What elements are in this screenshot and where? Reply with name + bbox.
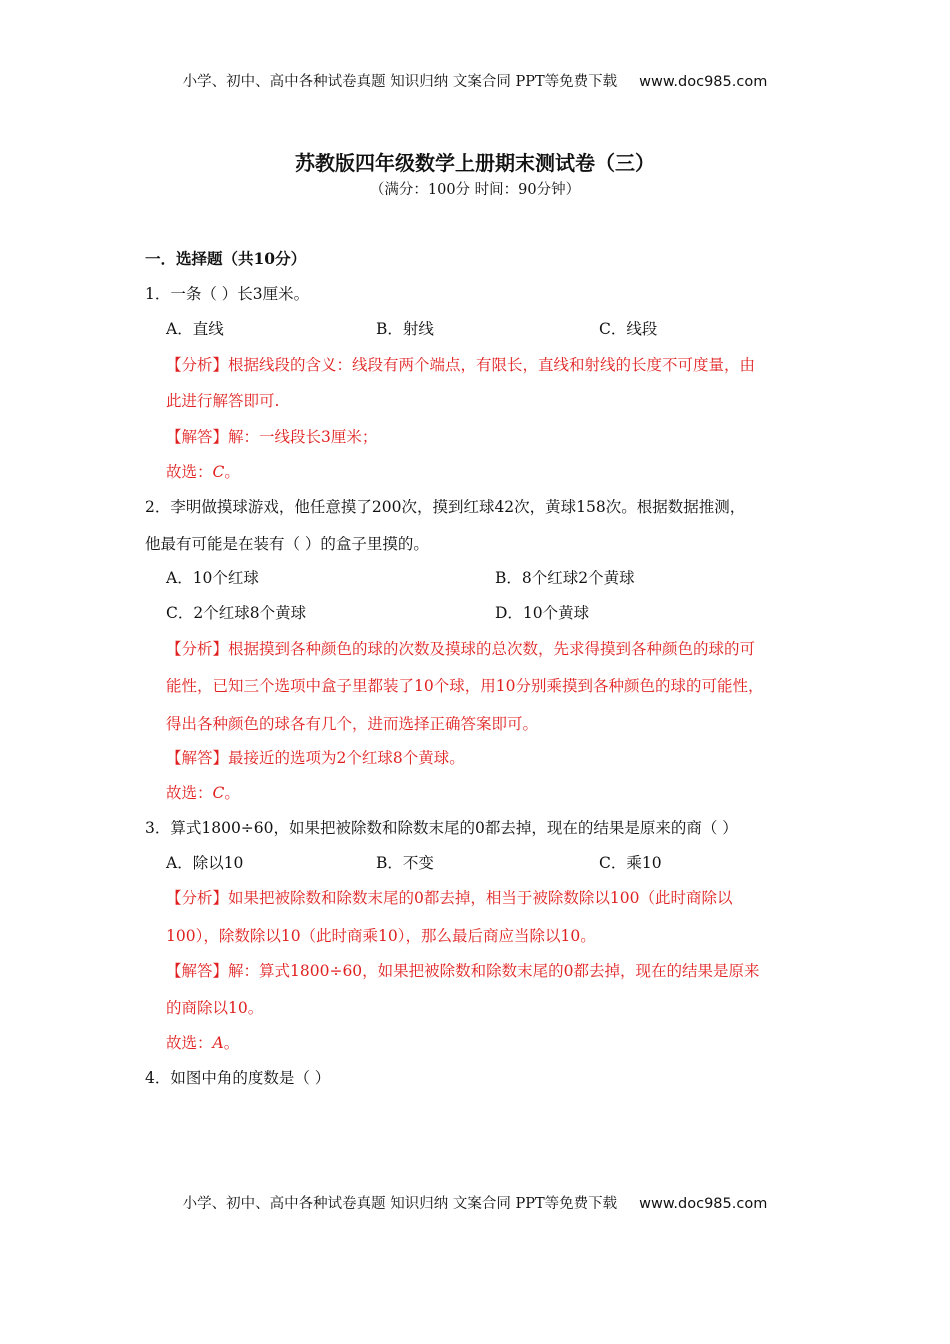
choice-prefix: 故选： — [166, 1034, 213, 1052]
choice-prefix: 故选： — [166, 463, 213, 481]
q3-analysis-cont: 100），除数除以10（此时商乘10），那么最后商应当除以10。 — [166, 927, 596, 945]
choice-suffix: 。 — [223, 1034, 240, 1052]
answer-tag: 【解答】 — [166, 962, 229, 980]
q1-choice — [166, 462, 240, 482]
q2-analysis-cont: 能性，已知三个选项中盒子里都装了10个球，用10分别乘摸到各种颜色的球的可能性， — [166, 677, 764, 695]
footer-text: 小学、初中、高中各种试卷真题 知识归纳 文案合同 PPT等免费下载 — [182, 1196, 618, 1212]
q2-stem: 2．李明做摸球游戏，他任意摸了200次，摸到红球42次，黄球158次。根据数据推测， — [145, 498, 746, 516]
answer-text: 最接近的选项为2个红球8个黄球。 — [228, 749, 465, 767]
choice-letter: C — [212, 784, 225, 802]
header-text: 小学、初中、高中各种试卷真题 知识归纳 文案合同 PPT等免费下载 — [182, 74, 618, 90]
analysis-tag: 【分析】 — [166, 356, 229, 374]
analysis-text: 如果把被除数和除数末尾的0都去掉，相当于被除数除以100（此时商除以 — [228, 889, 733, 907]
page-title: 苏教版四年级数学上册期末测试卷（三） — [295, 151, 655, 175]
q4-stem: 4．如图中角的度数是（ ） — [145, 1069, 331, 1087]
choice-prefix: 故选： — [166, 784, 213, 802]
page-subtitle: （满分：100分 时间：90分钟） — [369, 182, 581, 198]
q2-analysis — [166, 639, 755, 659]
choice-letter: A — [212, 1034, 224, 1052]
answer-tag: 【解答】 — [166, 749, 229, 767]
analysis-tag: 【分析】 — [166, 889, 229, 907]
q3-option-a: A．除以10 — [166, 854, 244, 872]
analysis-text: 根据线段的含义：线段有两个端点，有限长，直线和射线的长度不可度量，由 — [228, 356, 756, 374]
q3-answer — [166, 961, 760, 981]
q1-analysis — [166, 355, 755, 375]
q3-option-c: C．乘10 — [599, 854, 662, 872]
page-footer — [0, 1192, 950, 1213]
header-url[interactable]: www.doc985.com — [639, 74, 768, 90]
q2-choice — [166, 783, 240, 803]
answer-tag: 【解答】 — [166, 428, 229, 446]
answer-text: 解：算式1800÷60，如果把被除数和除数末尾的0都去掉，现在的结果是原来 — [228, 962, 760, 980]
answer-text: 解：一线段长3厘米； — [228, 428, 378, 446]
q1-stem: 1．一条（ ）长3厘米。 — [145, 285, 310, 303]
q3-analysis — [166, 888, 732, 908]
q2-option-c: C．2个红球8个黄球 — [166, 604, 307, 622]
analysis-tag: 【分析】 — [166, 640, 229, 658]
q1-analysis-cont: 此进行解答即可. — [166, 392, 280, 410]
q3-stem: 3．算式1800÷60，如果把被除数和除数末尾的0都去掉，现在的结果是原来的商（ ） — [145, 819, 738, 837]
q2-analysis-cont2: 得出各种颜色的球各有几个，进而选择正确答案即可。 — [166, 715, 539, 733]
choice-suffix: 。 — [224, 784, 240, 802]
q3-answer-cont: 的商除以10。 — [166, 999, 264, 1017]
q3-option-b: B．不变 — [376, 854, 434, 872]
q1-answer — [166, 427, 377, 447]
q1-option-a: A．直线 — [166, 320, 224, 338]
analysis-text: 根据摸到各种颜色的球的次数及摸球的总次数，先求得摸到各种颜色的球的可 — [228, 640, 756, 658]
choice-letter: C — [212, 463, 225, 481]
q2-option-a: A．10个红球 — [166, 569, 259, 587]
q3-choice — [166, 1033, 239, 1053]
section-heading: 一．选择题（共10分） — [145, 249, 307, 268]
q1-option-b: B．射线 — [376, 320, 434, 338]
choice-suffix: 。 — [224, 463, 240, 481]
q1-option-c: C．线段 — [599, 320, 658, 338]
q2-stem-cont: 他最有可能是在装有（ ）的盒子里摸的。 — [145, 535, 429, 553]
q2-option-b: B．8个红球2个黄球 — [495, 569, 635, 587]
q2-answer — [166, 748, 465, 768]
footer-url[interactable]: www.doc985.com — [639, 1196, 768, 1212]
q2-option-d: D．10个黄球 — [495, 604, 590, 622]
page-header — [0, 70, 950, 91]
